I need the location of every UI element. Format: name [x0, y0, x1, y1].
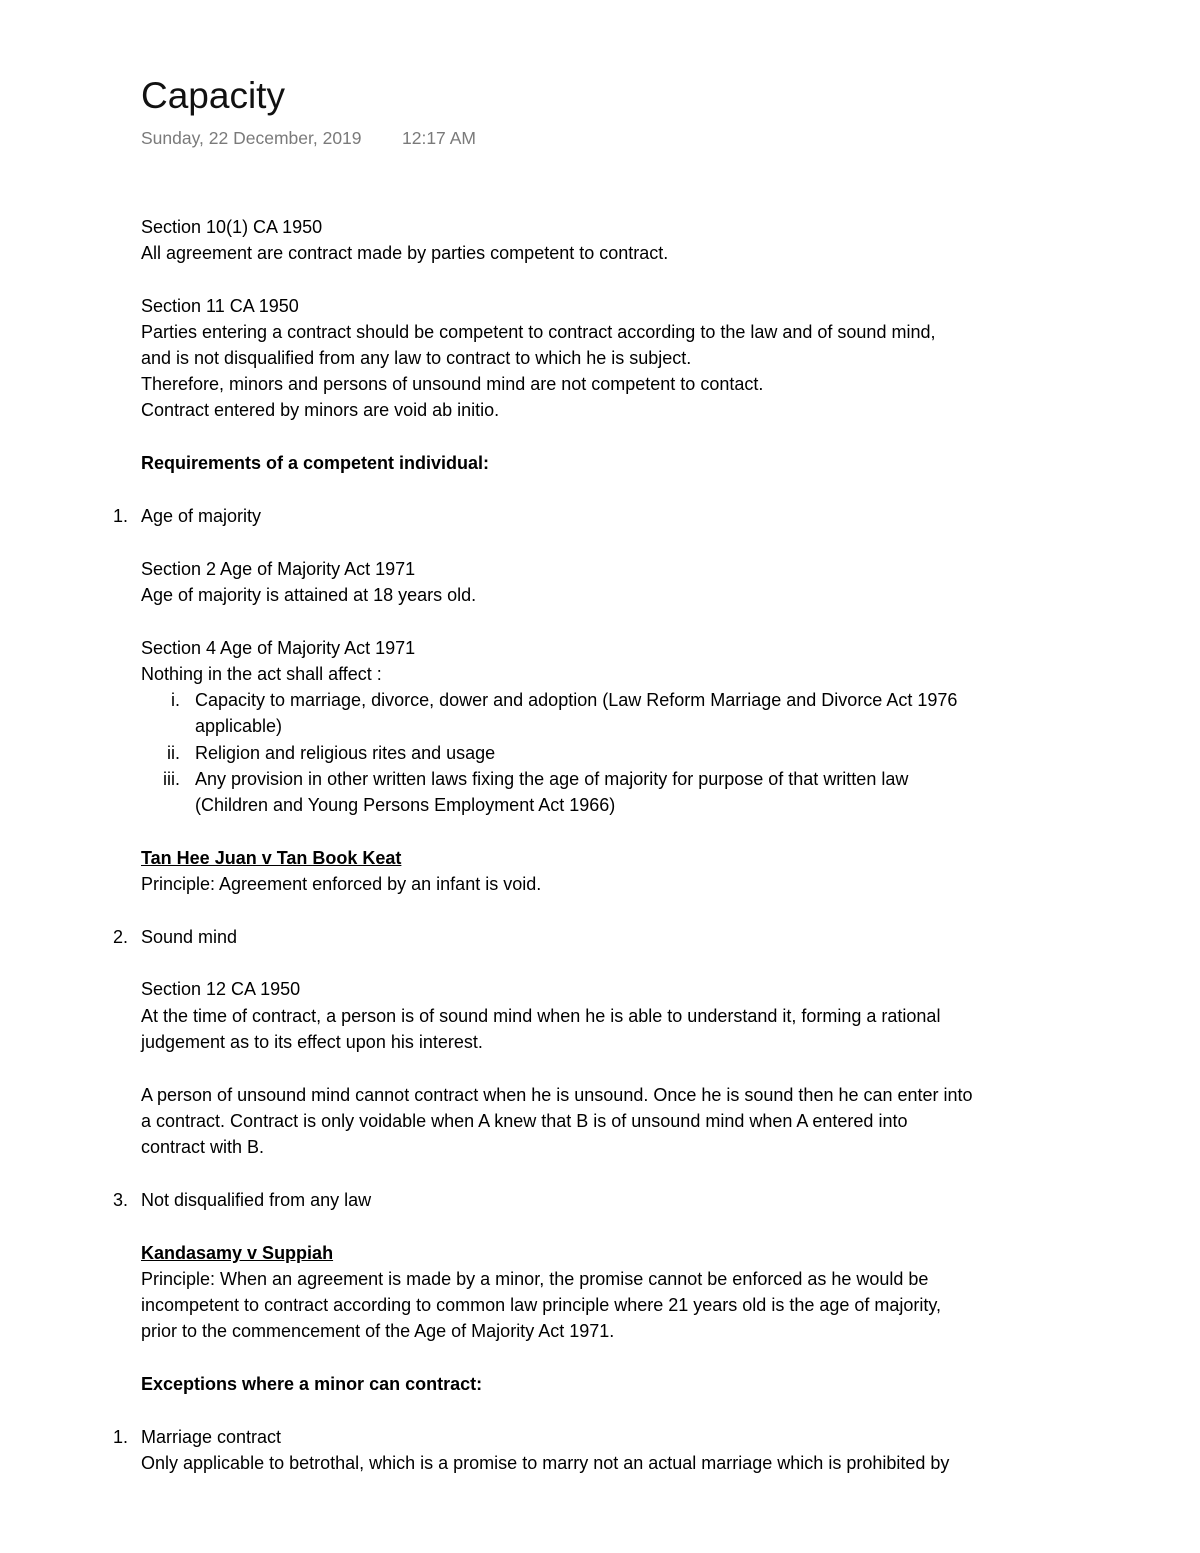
list-item-text: (Children and Young Persons Employment Act 1966)	[195, 795, 616, 815]
list-number: 3.	[112, 1190, 128, 1210]
list-item-text: Sound mind	[141, 927, 238, 947]
list-number: ii.	[167, 743, 180, 763]
list-item-text: Age of majority	[141, 506, 262, 526]
exceptions-heading: Exceptions where a minor can contract:	[141, 1374, 483, 1394]
case-principle: prior to the commencement of the Age of Majority Act 1971.	[141, 1321, 615, 1341]
paragraph-line: Therefore, minors and persons of unsound mind are not competent to contact.	[141, 374, 764, 394]
note-date: Sunday, 22 December, 2019	[141, 128, 362, 148]
list-number: 2.	[112, 927, 128, 947]
case-name: Tan Hee Juan v Tan Book Keat	[141, 848, 402, 868]
paragraph-line: At the time of contract, a person is of sound mind when he is able to understand it, forming a rational	[141, 1006, 941, 1026]
section-heading: Section 10(1) CA 1950	[141, 217, 323, 237]
note-time: 12:17 AM	[402, 128, 476, 148]
paragraph-line: Age of majority is attained at 18 years old.	[141, 585, 477, 605]
case-principle: incompetent to contract according to common law principle where 21 years old is the age of majority,	[141, 1295, 942, 1315]
list-item-text: Religion and religious rites and usage	[195, 743, 496, 763]
case-principle: Principle: When an agreement is made by a minor, the promise cannot be enforced as he would be	[141, 1269, 929, 1289]
list-number: 1.	[112, 1427, 128, 1447]
requirements-heading: Requirements of a competent individual:	[141, 453, 490, 473]
list-item-text: Not disqualified from any law	[141, 1190, 372, 1210]
section-heading: Section 2 Age of Majority Act 1971	[141, 559, 416, 579]
paragraph-line: a contract. Contract is only voidable when A knew that B is of unsound mind when A entered into	[141, 1111, 908, 1131]
list-number: iii.	[163, 769, 180, 789]
section-heading: Section 11 CA 1950	[141, 296, 299, 316]
case-name: Kandasamy v Suppiah	[141, 1243, 334, 1263]
paragraph-line: Nothing in the act shall affect :	[141, 664, 382, 684]
list-item-text: Any provision in other written laws fixing the age of majority for purpose of that written law	[195, 769, 909, 789]
list-number: i.	[171, 690, 180, 710]
list-item-text: Capacity to marriage, divorce, dower and adoption (Law Reform Marriage and Divorce Act 1976	[195, 690, 958, 710]
list-number: 1.	[112, 506, 128, 526]
paragraph-line: Parties entering a contract should be competent to contract according to the law and of sound mind,	[141, 322, 936, 342]
page-title: Capacity	[141, 75, 285, 116]
paragraph-line: contract with B.	[141, 1137, 265, 1157]
paragraph-line: and is not disqualified from any law to contract to which he is subject.	[141, 348, 692, 368]
section-heading: Section 12 CA 1950	[141, 979, 301, 999]
paragraph-line: judgement as to its effect upon his interest.	[141, 1032, 483, 1052]
case-principle: Principle: Agreement enforced by an infant is void.	[141, 874, 542, 894]
paragraph-line: Only applicable to betrothal, which is a promise to marry not an actual marriage which is prohibited by	[141, 1453, 950, 1473]
paragraph-line: A person of unsound mind cannot contract when he is unsound. Once he is sound then he can enter into	[141, 1085, 973, 1105]
section-heading: Section 4 Age of Majority Act 1971	[141, 638, 416, 658]
paragraph-line: Contract entered by minors are void ab initio.	[141, 400, 500, 420]
list-item-text: Marriage contract	[141, 1427, 282, 1447]
list-item-text: applicable)	[195, 716, 283, 736]
paragraph-line: All agreement are contract made by parties competent to contract.	[141, 243, 669, 263]
